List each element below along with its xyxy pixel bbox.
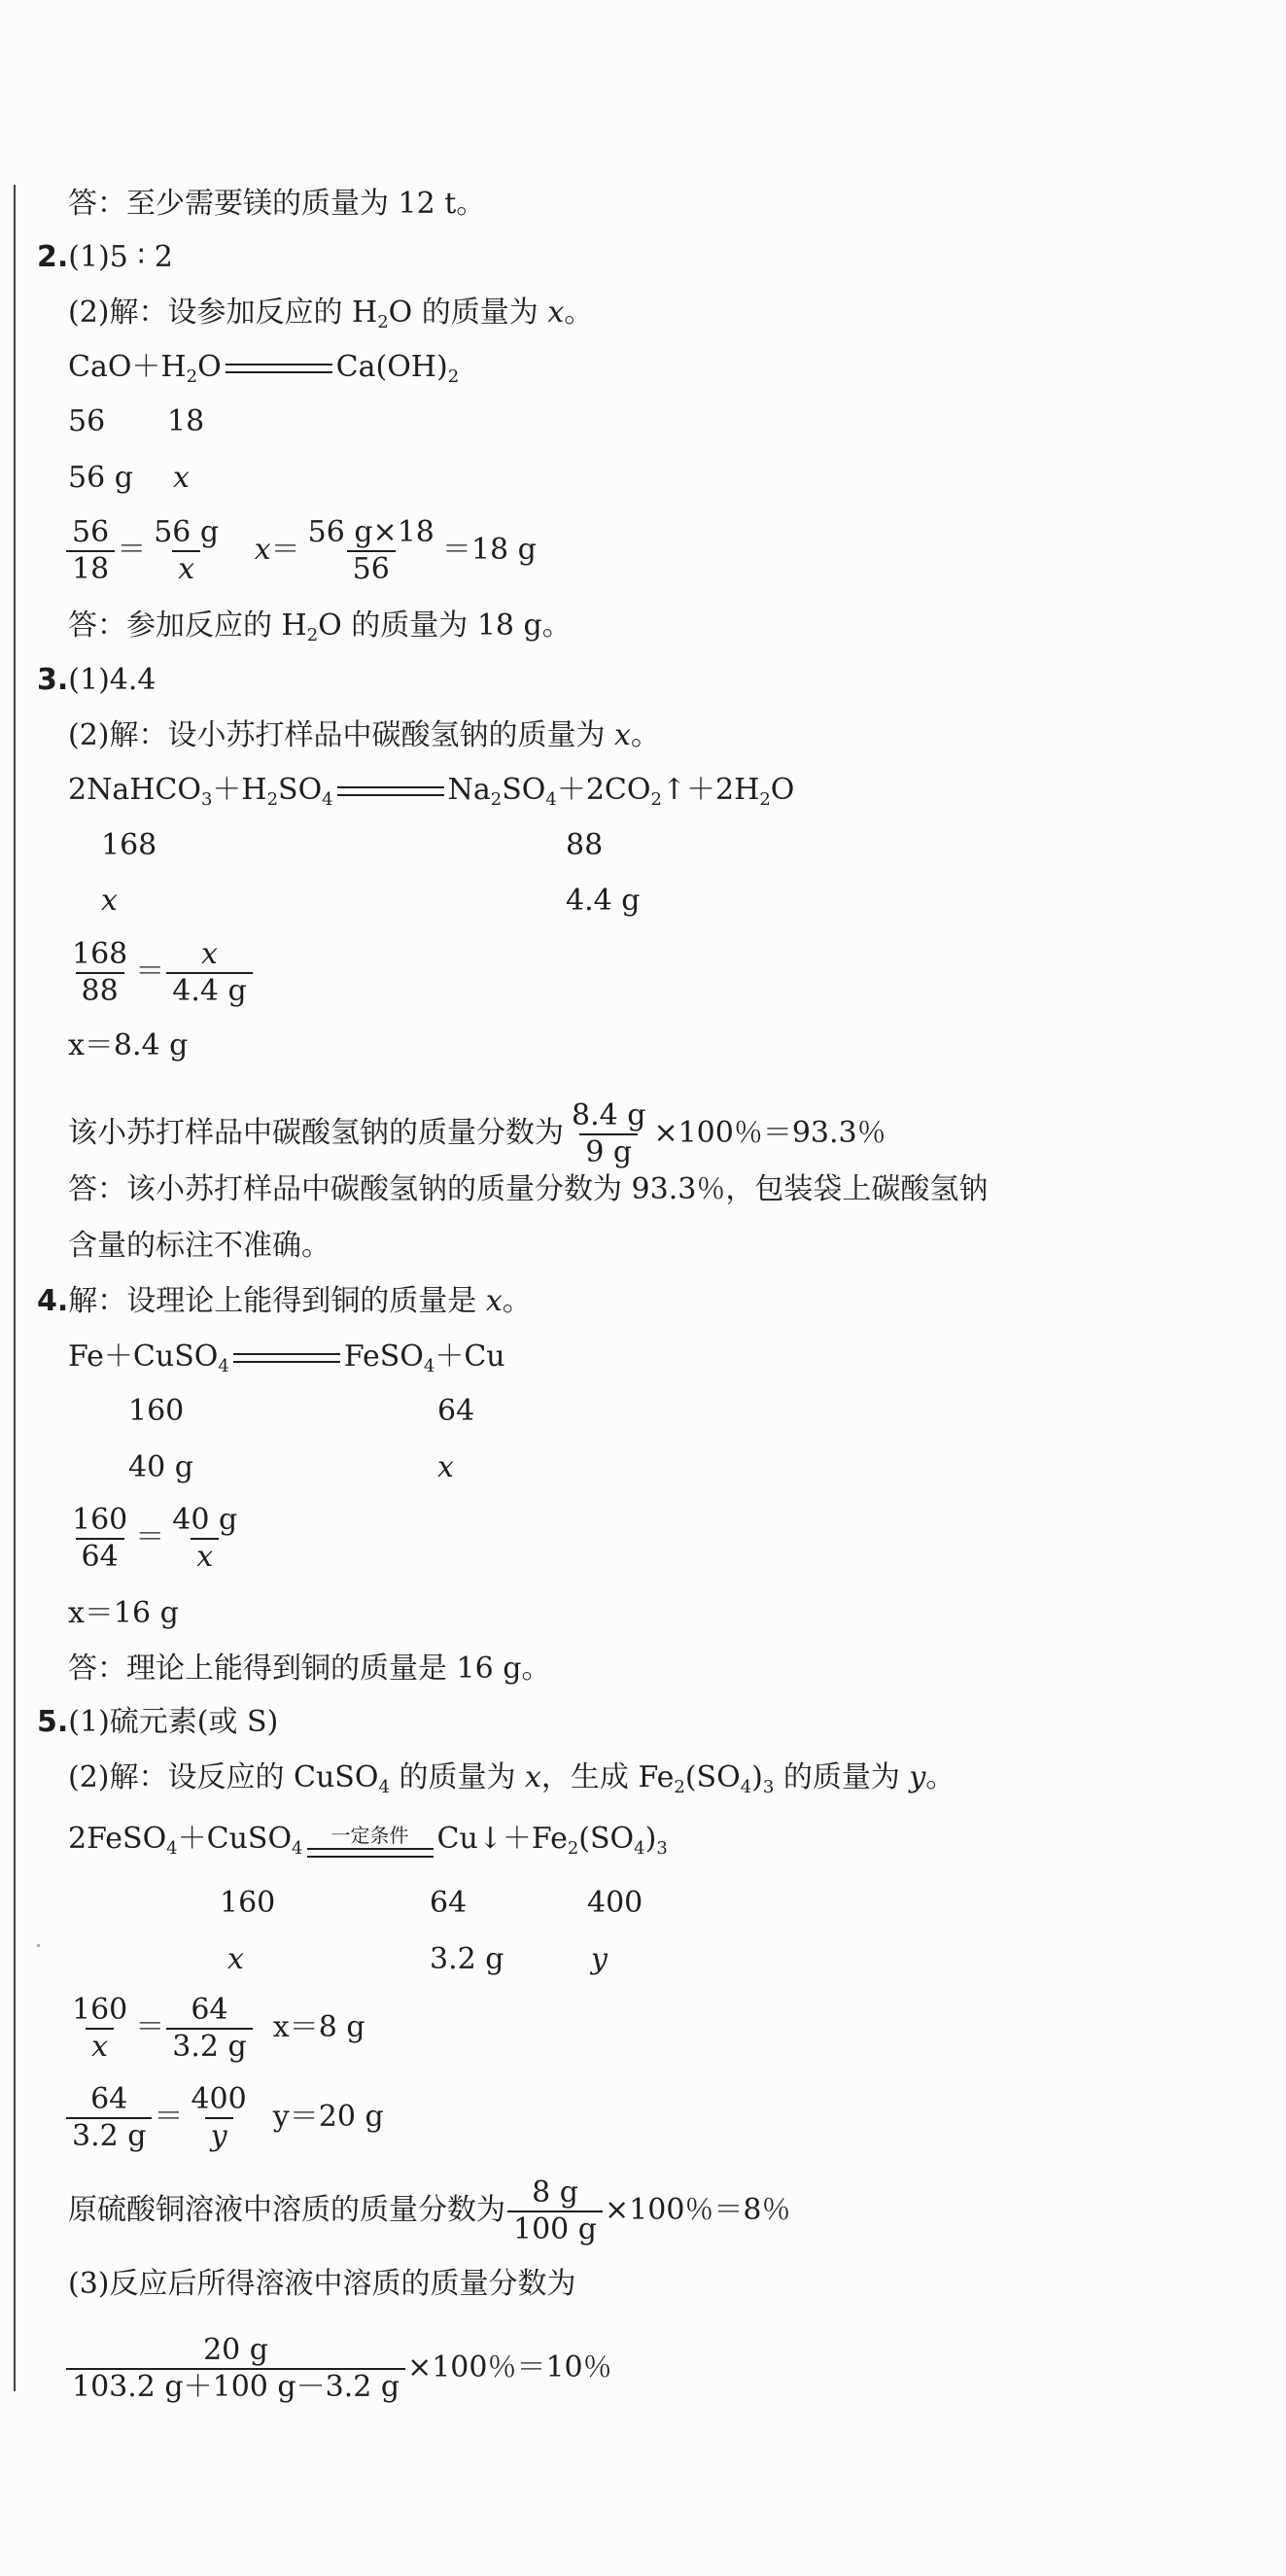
answer-mg: 答：至少需要镁的质量为 12 t。 <box>68 187 486 221</box>
page-margin-line <box>14 185 16 2391</box>
q4-molar-a: 160 <box>128 1394 185 1428</box>
q2-molar-row: 56 <box>68 404 106 438</box>
q3-molar-a: 168 <box>101 828 157 862</box>
q4-mass-a: 40 g <box>128 1450 193 1484</box>
q3-proportion: $\frac{168}{88}$ ＝ $\frac{x}{4.4 g}$ <box>64 937 255 1009</box>
q5-molar-a: 160 <box>220 1886 276 1920</box>
speck <box>37 1944 40 1947</box>
q5-mass-c: y <box>591 1942 608 1976</box>
q2-mass-row: 56 g <box>68 461 133 495</box>
reaction-arrow <box>233 1353 340 1363</box>
q3-molar-b: 88 <box>566 828 604 862</box>
q5-part1: 5.(1)硫元素(或 S) <box>37 1705 279 1739</box>
q3-part2-setup: (2)解：设小苏打样品中碳酸氢钠的质量为 x。 <box>68 718 660 752</box>
q4-x-result: x＝16 g <box>68 1596 179 1630</box>
q3-percentage: 该小苏打样品中碳酸氢钠的质量分数为 $\frac{8.4 g}{9 g}$ ×100％＝93.3％ <box>68 1098 886 1169</box>
q4-equation: Fe＋CuSO$_4$ FeSO$_4$＋Cu <box>68 1340 505 1376</box>
q3-answer-line1: 答：该小苏打样品中碳酸氢钠的质量分数为 93.3％，包装袋上碳酸氢钠 <box>68 1172 989 1206</box>
q5-equation: 2FeSO$_4$＋CuSO$_4$ 一定条件 $Cu↓+Fe_2(SO_4)_3$ <box>68 1822 668 1859</box>
q2-proportion: $\frac{56}{18}$ ＝ $\frac{56 g}{x}$ x＝ $\frac{56 g\times 18}{56}$ ＝18 g <box>64 515 537 587</box>
q5-percentage: 原硫酸铜溶液中溶质的质量分数为 $\frac{8 g}{100 g}$ ×100％＝8％ <box>68 2176 791 2246</box>
q3-equation: $2NaHCO_3+H_2SO_4$ $Na_2SO_4+2CO_2↑+2H_2O$ <box>68 773 795 810</box>
q5-molar-c: 400 <box>587 1886 643 1920</box>
q2-part1: 2.(1)5 ∶ 2 <box>37 240 173 274</box>
q3-mass-b: 4.4 g <box>566 884 641 918</box>
q4-molar-b: 64 <box>437 1394 475 1428</box>
q5-proportion-x: $\frac{160}{x}$ ＝ $\frac{64}{3.2 g}$ x＝8 g <box>72 1993 365 2064</box>
reaction-arrow-condition: 一定条件 <box>307 1823 434 1858</box>
q5-final-fraction: $\frac{20 g}{103.2 g+100 g-3.2 g}$ ×100％＝10％ <box>64 2333 612 2405</box>
q2-equation: $CaO+H_2O$ $Ca(OH)_2$ <box>68 350 460 387</box>
q4-mass-b: x <box>437 1450 454 1484</box>
reaction-arrow <box>337 786 444 796</box>
q2-answer: 答：参加反应的 $H_2O$ 的质量为 18 g。 <box>68 609 572 645</box>
q2-molar-row-b: 18 <box>167 404 205 438</box>
q3-answer-line2: 含量的标注不准确。 <box>68 1229 330 1263</box>
q5-mass-b: 3.2 g <box>430 1942 504 1976</box>
q4-proportion: $\frac{160}{64}$ ＝ $\frac{40 g}{x}$ <box>72 1503 238 1574</box>
q5-molar-b: 64 <box>430 1886 468 1920</box>
q3-mass-a: x <box>101 884 118 918</box>
q5-proportion-y: $\frac{64}{3.2 g}$ ＝ $\frac{400}{y}$ y＝20 g <box>64 2082 384 2154</box>
q2-part2-setup: (2)解：设参加反应的 $H_2O$ 的质量为 x。 <box>68 296 594 332</box>
q3-part1: 3.(1)4.4 <box>37 663 156 697</box>
q4-answer: 答：理论上能得到铜的质量是 16 g。 <box>68 1652 551 1686</box>
q4-setup: 4.解：设理论上能得到铜的质量是 x。 <box>37 1284 532 1318</box>
q5-part2-setup: (2)解：设反应的 CuSO$_4$ 的质量为 x，生成 $Fe_2(SO_4)_3$ 的质量为 y。 <box>68 1760 956 1797</box>
q5-mass-a: x <box>227 1942 244 1976</box>
q5-part3: (3)反应后所得溶液中溶质的质量分数为 <box>68 2267 576 2301</box>
reaction-arrow <box>226 364 332 373</box>
q3-x-result: x＝8.4 g <box>68 1028 189 1062</box>
q2-mass-row-b: x <box>173 461 190 495</box>
